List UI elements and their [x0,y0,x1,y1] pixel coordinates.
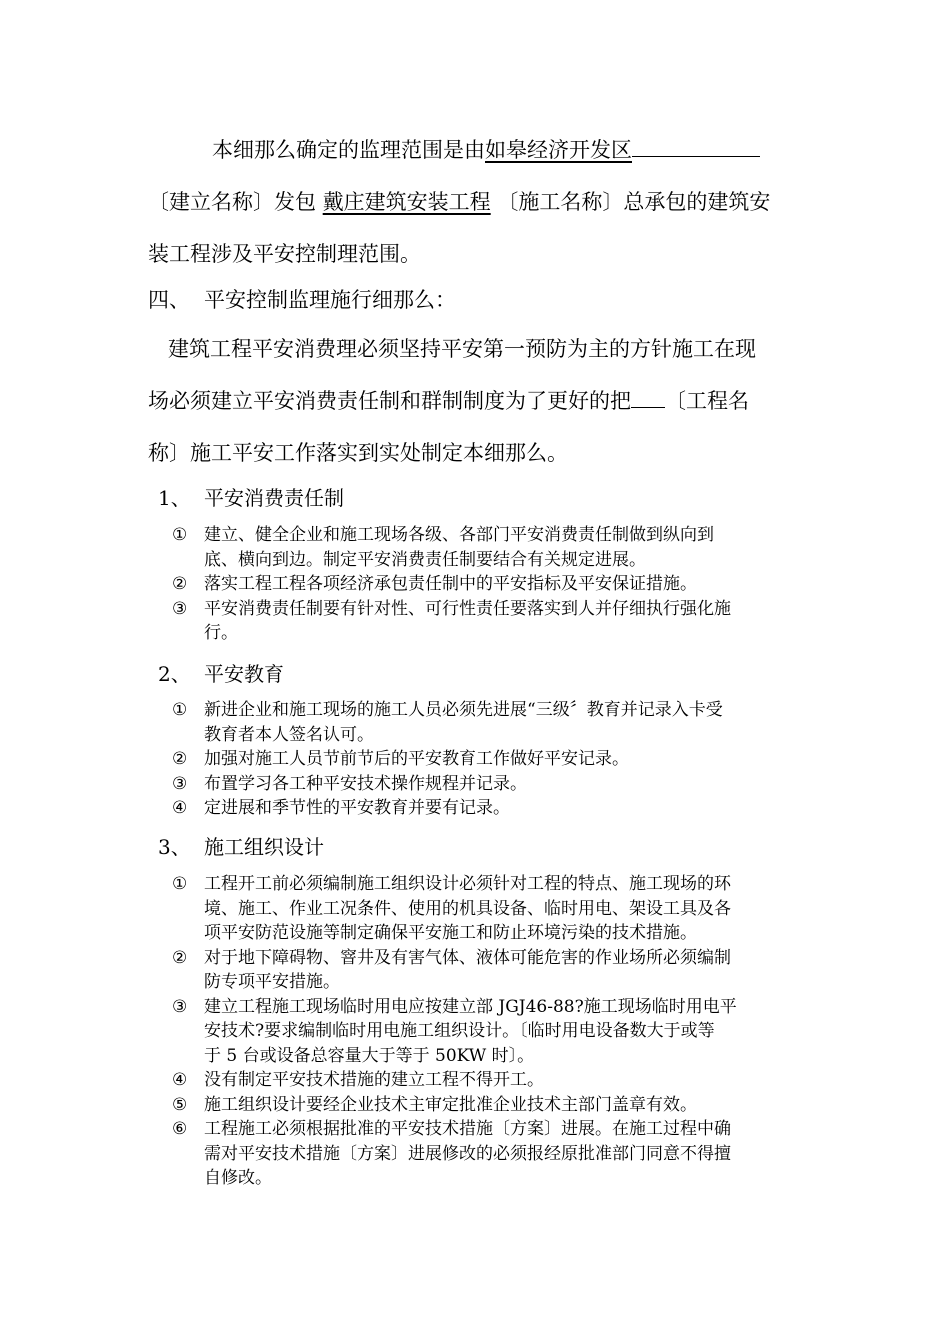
body-line-1-text: 建筑工程平安消费理必须坚持平安第一预防为主的方针施工在现 [168,337,756,361]
section-2-heading [158,659,284,689]
section-2-number: 2、 [158,662,191,686]
project-name-blank [631,385,665,408]
list-item [172,772,812,797]
list-item [172,946,812,995]
intro-line-2 [148,176,808,228]
item-line: 落实工程工程各项经济承包责任制中的平安指标及平安保证措施。 [204,574,697,594]
item-line: 没有制定平安技术措施的建立工程不得开工。 [204,1070,544,1090]
item-line: 于 5 台或设备总容量大于等于 50KW 时〕。 [204,1045,535,1066]
list-item [172,995,812,1069]
item-line: 新进企业和施工现场的施工人员必须先进展“三级〞教育并记录入卡受 [204,700,723,720]
section-4-heading [148,285,456,315]
item-marker: ③ [172,598,188,619]
list-item [172,597,812,646]
item-line: 行。 [204,623,238,643]
intro-line2-prefix: 〔建立名称〕发包 [148,190,316,214]
item-line: 加强对施工人员节前节后的平安教育工作做好平安记录。 [204,749,629,769]
section-2-list [172,698,812,821]
item-line: 教育者本人签名认可。 [204,724,374,745]
list-item [172,796,812,821]
section-1-number: 1、 [158,486,191,510]
section-3-list [172,872,812,1191]
body-paragraph [148,323,808,479]
list-item [172,747,812,772]
section-1-heading [158,483,344,513]
item-line: 工程开工前必须编制施工组织设计必须针对工程的特点、施工现场的环 [204,874,731,894]
section-3-heading [158,832,324,862]
section-3-title: 施工组织设计 [204,835,324,859]
item-marker: ③ [172,996,188,1017]
item-marker: ① [172,874,188,894]
item-line: 建立工程施工现场临时用电应按建立部 JGJ46-88?施工现场临时用电平 [204,996,737,1017]
body-line2-prefix: 场必须建立平安消费责任制和群制制度为了更好的把 [148,389,631,413]
list-item [172,1068,812,1093]
item-line: 境、施工、作业工况条件、使用的机具设备、临时用电、架设工具及各 [204,898,731,919]
item-line: 需对平安技术措施〔方案〕进展修改的必须报经原批准部门同意不得擅 [204,1143,731,1164]
item-marker: ⑥ [172,1119,188,1139]
item-line: 平安消费责任制要有针对性、可行性责任要落实到人并仔细执行强化施 [204,598,731,619]
item-marker: ① [172,700,188,720]
item-line: 工程施工必须根据批准的平安技术措施〔方案〕进展。在施工过程中确 [204,1119,731,1139]
item-line: 对于地下障碍物、窨井及有害气体、液体可能危害的作业场所必须编制 [204,947,731,968]
list-item [172,698,812,747]
project-owner-name: 如皋经济开发区 [485,138,632,162]
body-line-1 [148,323,808,375]
item-line: 安技术?要求编制临时用电施工组织设计。〔临时用电设备数大于或等 [204,1021,715,1041]
item-marker: ④ [172,1070,188,1090]
section-3-number: 3、 [158,835,191,859]
item-line: 布置学习各工种平安技术操作规程并记录。 [204,773,527,794]
owner-blank-underline [632,134,760,157]
section-4-number: 四、 [148,288,190,312]
intro-line-1 [148,124,808,176]
item-line: 底、横向到边。制定平安消费责任制要结合有关规定进展。 [204,549,646,570]
item-marker: ④ [172,798,188,818]
contractor-name: 戴庄建筑安装工程 [322,190,491,214]
list-item [172,872,812,946]
item-marker: ③ [172,773,188,794]
intro-paragraph [148,124,808,280]
section-1-list [172,523,812,646]
list-item [172,523,812,572]
body-line-2 [148,375,808,427]
body-line2-suffix: 〔工程名 [665,389,749,413]
body-line-3: 称〕施工平安工作落实到实处制定本细那么。 [148,441,568,465]
item-line: 项平安防范设施等制定确保平安施工和防止环境污染的技术措施。 [204,923,697,943]
item-line: 建立、健全企业和施工现场各级、各部门平安消费责任制做到纵向到 [204,525,714,545]
item-marker: ② [172,574,188,594]
intro-line-3: 装工程涉及平安控制理范围。 [148,242,421,266]
item-marker: ② [172,749,188,769]
item-marker: ⑤ [172,1094,188,1115]
list-item [172,1093,812,1118]
list-item [172,1117,812,1191]
item-marker: ① [172,525,188,545]
item-line: 施工组织设计要经企业技术主审定批准企业技术主部门盖章有效。 [204,1094,697,1115]
intro-line2-suffix: 〔施工名称〕总承包的建筑安 [497,190,771,214]
section-1-title: 平安消费责任制 [204,486,344,510]
item-marker: ② [172,947,188,968]
item-line: 防专项平安措施。 [204,972,340,992]
section-2-title: 平安教育 [204,662,284,686]
intro-line1-prefix: 本细那么确定的监理范围是由 [212,138,485,162]
item-line: 自修改。 [204,1168,272,1188]
list-item [172,572,812,597]
item-line: 定进展和季节性的平安教育并要有记录。 [204,798,510,818]
section-4-title: 平安控制监理施行细那么： [204,288,456,312]
